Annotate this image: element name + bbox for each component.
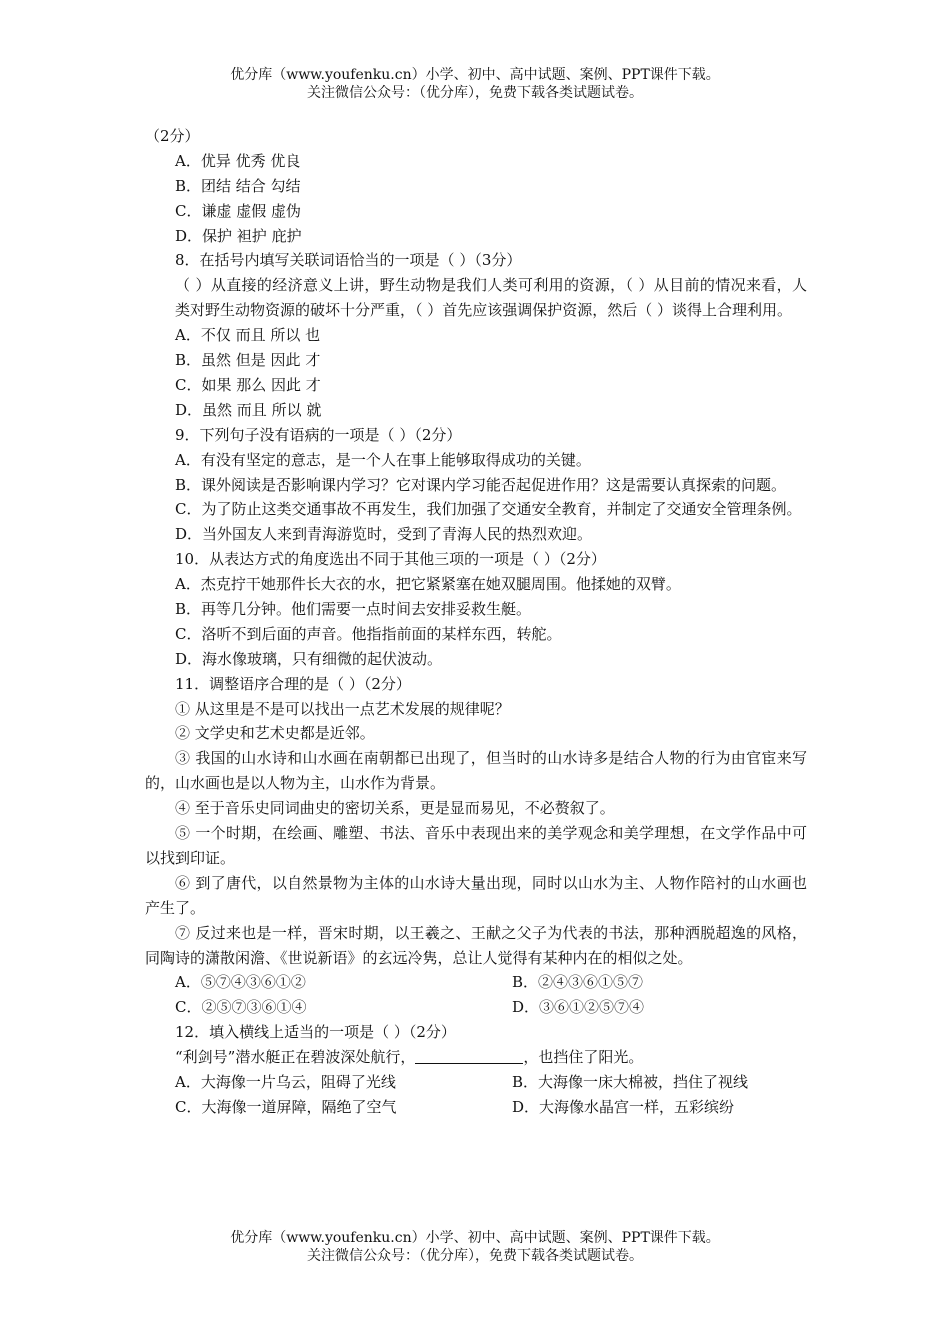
q9-option-c: C．为了防止这类交通事故不再发生，我们加强了交通安全教育，并制定了交通安全管理条例。 xyxy=(175,500,802,519)
q9-stem: 9．下列句子没有语病的一项是（ ）（2分） xyxy=(175,425,462,444)
q11-option-c: C．②⑤⑦③⑥①④ xyxy=(175,998,307,1017)
footer-line-1: 优分库（www.youfenku.cn）小学、初中、高中试题、案例、PPT课件下载。 xyxy=(230,1230,720,1246)
q11-sentence-1: ① 从这里是不是可以找出一点艺术发展的规律呢？ xyxy=(175,699,510,718)
q12-sentence-start: “利剑号”潜水艇正在碧波深处航行， xyxy=(175,1048,416,1067)
q11-options-row-1 xyxy=(145,970,807,995)
q11-option-d: D．③⑥①②⑤⑦④ xyxy=(512,998,645,1017)
q7-option-c: C．谦虚 虚假 虚伪 xyxy=(175,201,302,220)
q11-sentence-7: ⑦ 反过来也是一样，晋宋时期，以王羲之、王献之父子为代表的书法，那种洒脱超逸的风格，同陶诗的潇散闲澹、《世说新语》的玄远冷隽，总让人觉得有某种内在的相似之处。 xyxy=(145,923,807,967)
q9-option-b: B．课外阅读是否影响课内学习？它对课内学习能否起促进作用？这是需要认真探索的问题。 xyxy=(175,475,787,494)
q12-stem: 12．填入横线上适当的一项是（ ）（2分） xyxy=(175,1023,456,1042)
q11-options-row-2 xyxy=(145,995,807,1020)
q12-option-d: D．大海像水晶宫一样，五彩缤纷 xyxy=(512,1097,735,1116)
q12-sentence-end: ，也挡住了阳光。 xyxy=(523,1048,644,1067)
q11-sentence-2: ② 文学史和艺术史都是近邻。 xyxy=(175,724,375,743)
q8-option-b: B．虽然 但是 因此 才 xyxy=(175,351,321,370)
page-header xyxy=(0,66,950,102)
q8-stem: 8．在括号内填写关联词语恰当的一项是（ ）（3分） xyxy=(175,251,522,270)
q12-sentence xyxy=(145,1045,807,1070)
q10-stem: 10．从表达方式的角度选出不同于其他三项的一项是（ ）（2分） xyxy=(175,550,606,569)
q11-stem: 11．调整语序合理的是（ ）（2分） xyxy=(175,674,411,693)
footer-line-2: 关注微信公众号：（优分库），免费下载各类试题试卷。 xyxy=(307,1248,643,1264)
header-line-2: 关注微信公众号：（优分库），免费下载各类试题试卷。 xyxy=(307,85,643,101)
q8-option-a: A．不仅 而且 所以 也 xyxy=(175,326,321,345)
q10-option-b: B．再等几分钟。他们需要一点时间去安排妥救生艇。 xyxy=(175,599,532,618)
q11-option-b: B．②④③⑥①⑤⑦ xyxy=(512,973,644,992)
exam-content xyxy=(145,124,807,1120)
page-footer xyxy=(0,1229,950,1265)
q10-option-c: C．洛听不到后面的声音。他指指前面的某样东西，转舵。 xyxy=(175,624,562,643)
q12-options-row-1 xyxy=(145,1070,807,1095)
q8-option-d: D．虽然 而且 所以 就 xyxy=(175,400,322,419)
q10-option-d: D．海水像玻璃，只有细微的起伏波动。 xyxy=(175,649,443,668)
header-line-1: 优分库（www.youfenku.cn）小学、初中、高中试题、案例、PPT课件下载。 xyxy=(230,67,720,83)
q8-passage: （ ）从直接的经济意义上讲，野生动物是我们人类可利用的资源，（ ）从目前的情况来看，人类对野生动物资源的破坏十分严重，（ ）首先应该强调保护资源，然后（ ）谈得上合理利用。 xyxy=(175,276,807,320)
q11-sentence-4: ④ 至于音乐史同词曲史的密切关系，更是显而易见，不必赘叙了。 xyxy=(175,799,615,818)
q7-option-b: B．团结 结合 勾结 xyxy=(175,176,301,195)
q7-score: （2分） xyxy=(145,127,200,145)
q12-blank-line xyxy=(415,1047,523,1064)
q7-option-d: D．保护 袒护 庇护 xyxy=(175,226,302,245)
q10-option-a: A．杰克拧干她那件长大衣的水，把它紧紧塞在她双腿周围。他揉她的双臂。 xyxy=(175,575,681,594)
q11-sentence-3: ③ 我国的山水诗和山水画在南朝都已出现了，但当时的山水诗多是结合人物的行为由官宦来写的，山水画也是以人物为主，山水作为背景。 xyxy=(145,749,807,793)
q9-option-a: A．有没有坚定的意志，是一个人在事上能够取得成功的关键。 xyxy=(175,450,591,469)
q12-options-row-2 xyxy=(145,1095,807,1120)
q9-option-d: D．当外国友人来到青海游览时，受到了青海人民的热烈欢迎。 xyxy=(175,525,593,544)
q7-option-a: A．优异 优秀 优良 xyxy=(175,151,301,170)
q11-sentence-6: ⑥ 到了唐代，以自然景物为主体的山水诗大量出现，同时以山水为主、人物作陪衬的山水画也产生了。 xyxy=(145,873,807,917)
q11-sentence-5: ⑤ 一个时期，在绘画、雕塑、书法、音乐中表现出来的美学观念和美学理想，在文学作品中可以找到印证。 xyxy=(145,824,807,867)
q8-option-c: C．如果 那么 因此 才 xyxy=(175,375,321,394)
q12-option-a: A．大海像一片乌云，阻碍了光线 xyxy=(175,1073,396,1092)
q11-option-a: A．⑤⑦④③⑥①② xyxy=(175,973,306,992)
q12-option-c: C．大海像一道屏障，隔绝了空气 xyxy=(175,1097,397,1116)
q12-option-b: B．大海像一床大棉被，挡住了视线 xyxy=(512,1073,749,1092)
